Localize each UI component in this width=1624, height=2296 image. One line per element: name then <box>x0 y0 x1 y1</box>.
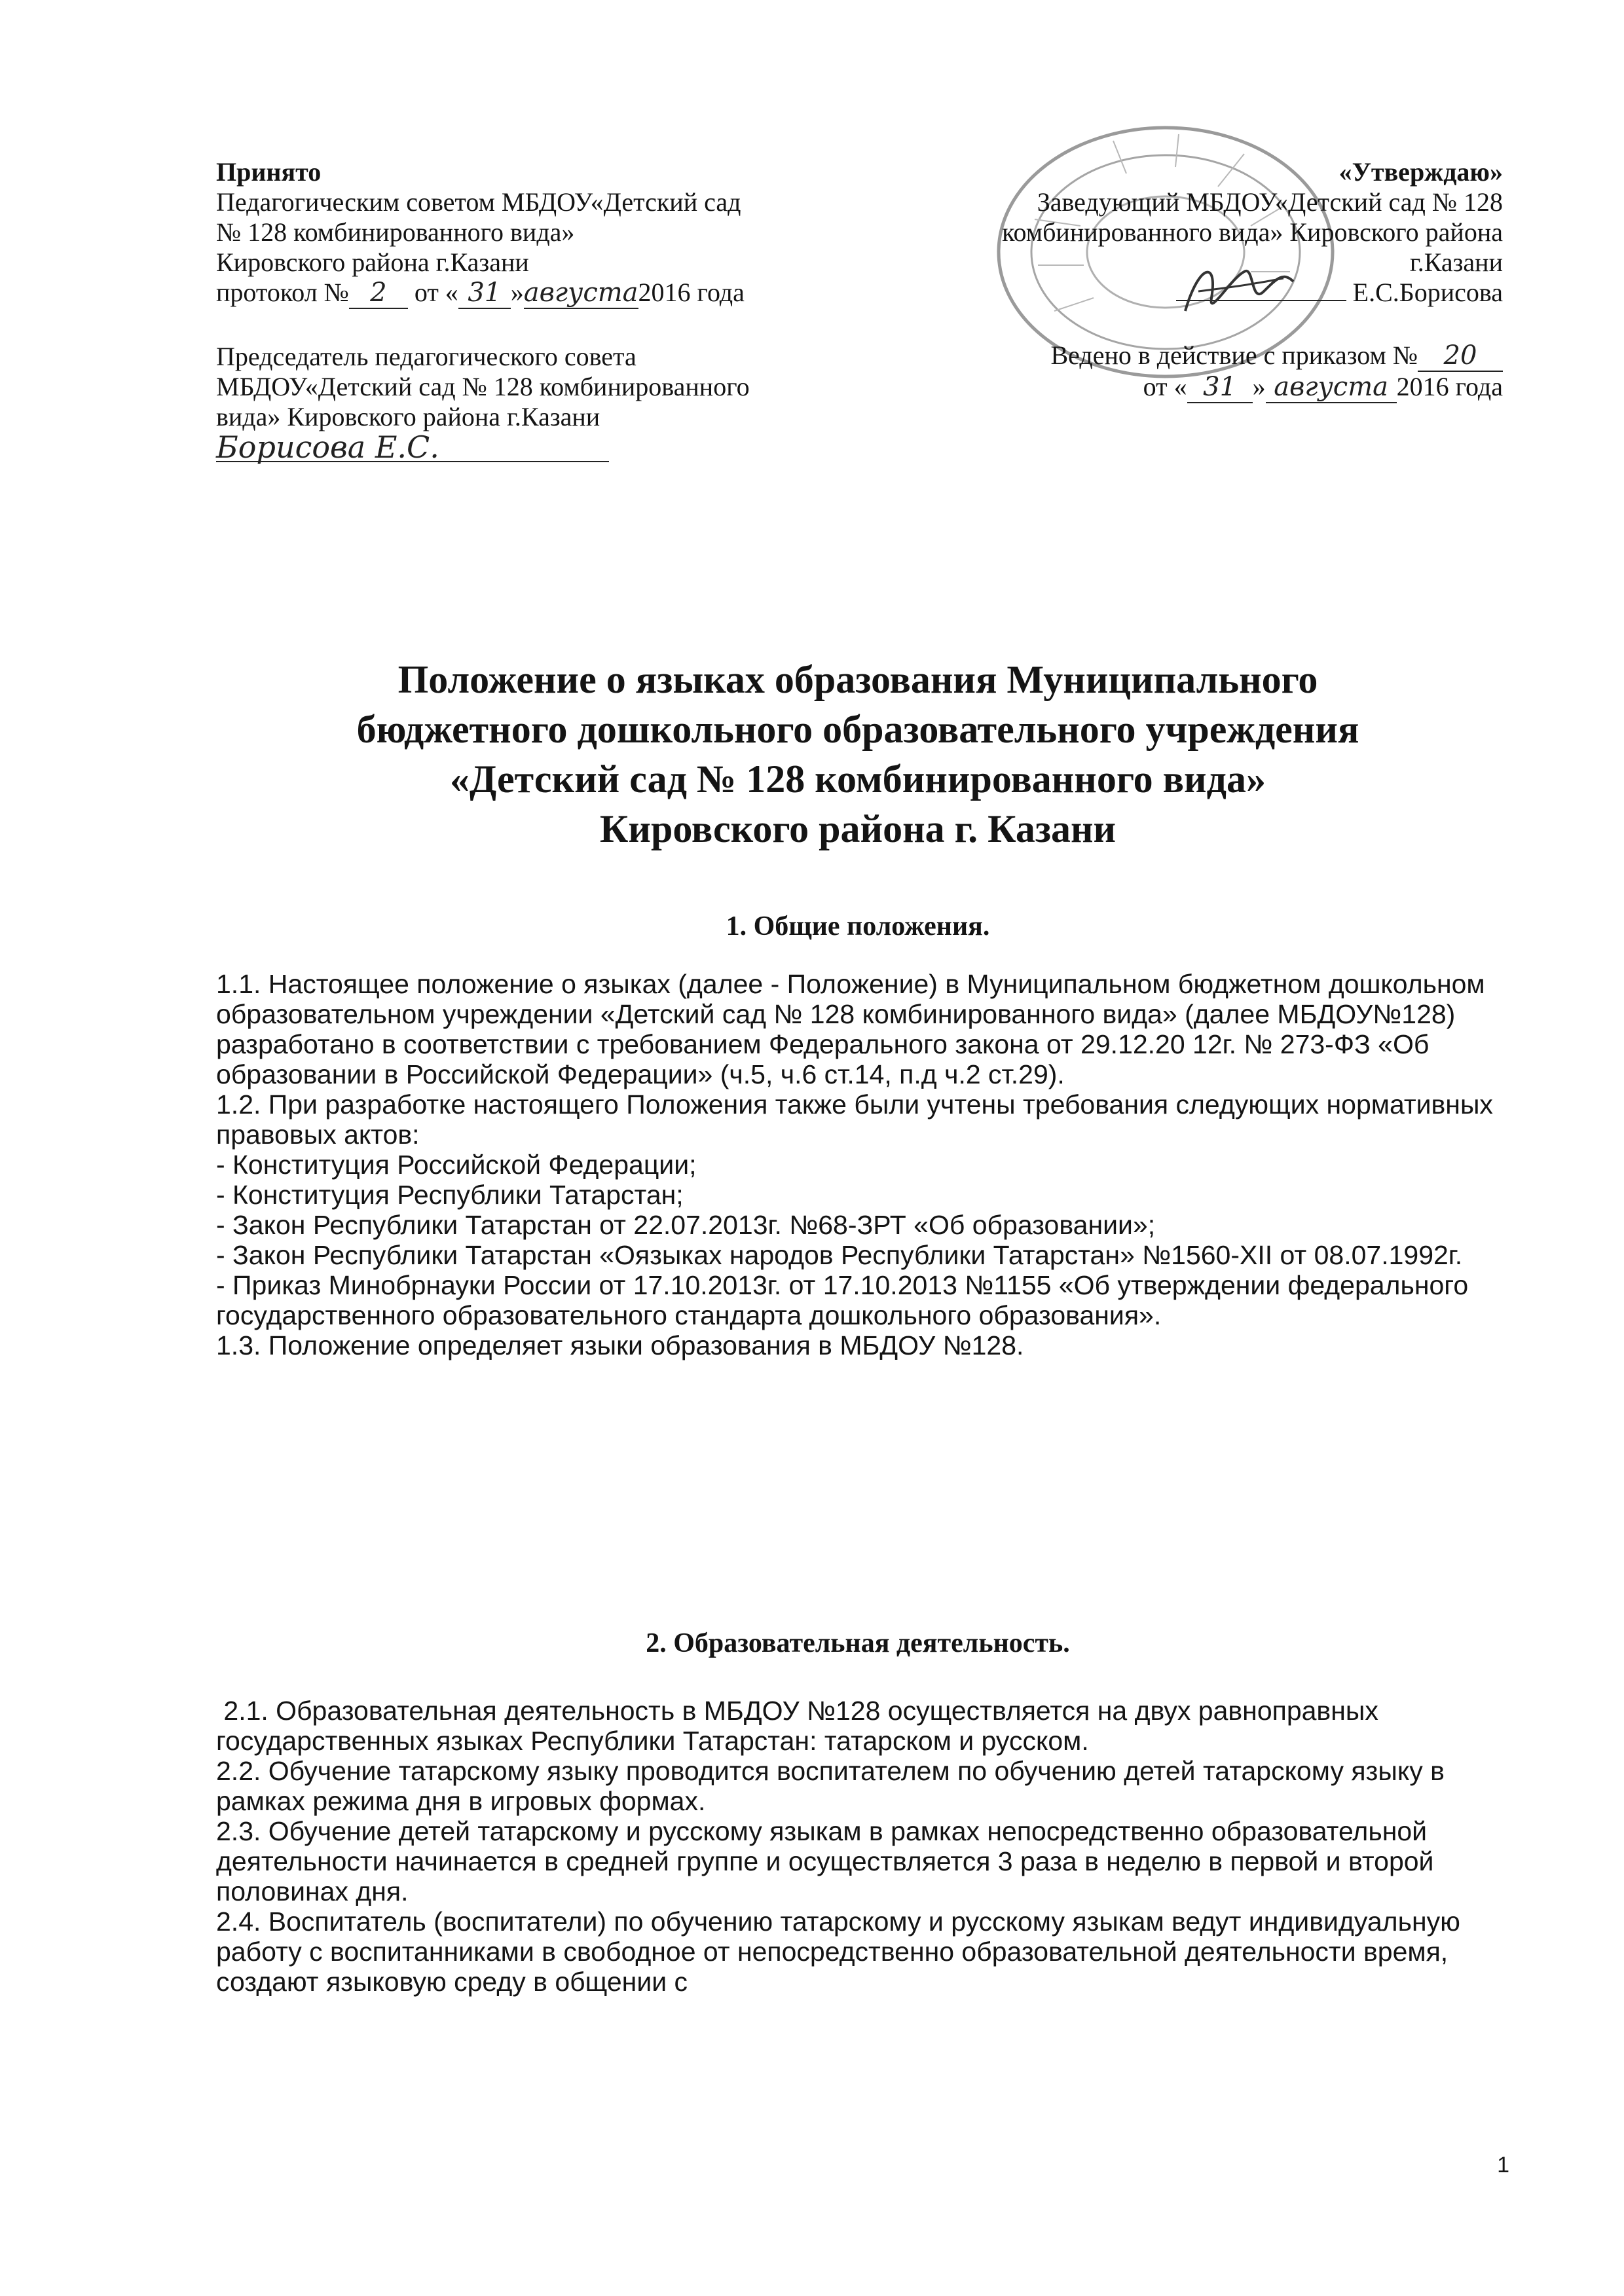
order-month: августа <box>1266 372 1397 403</box>
approval-line: Заведующий МБДОУ«Детский сад № 128 <box>1037 187 1503 217</box>
order-line: Ведено в действие с приказом № 20 <box>861 340 1503 372</box>
document-title <box>216 655 1500 854</box>
title-line: бюджетного дошкольного образовательного учреждения <box>356 708 1359 751</box>
handwritten-signature-icon <box>1172 252 1303 331</box>
chair-line: вида» Кировского района г.Казани <box>216 402 600 431</box>
chair-line: МБДОУ«Детский сад № 128 комбинированного <box>216 372 750 401</box>
title-line: «Детский сад № 128 комбинированного вида» <box>450 757 1266 801</box>
protocol-line: протокол № 2 от « 31 »августа2016 года <box>216 278 745 308</box>
chair-line: Председатель педагогического совета <box>216 342 637 371</box>
section-1-body <box>216 969 1500 1360</box>
paragraph: 1.1. Настоящее положение о языках (далее - Положение) в Муниципальном бюджетном дошкольном образовательном учреждении «Детский сад № 128 комбинированного вида» (далее МБДОУ№128) разработано в соответствии с требованием Федерального закона от 29.12.20 12г. № 273-ФЗ «Об образовании в Российской Федерации» (ч.5, ч.6 ст.14, п.д ч.2 ст.29). <box>216 969 1485 1089</box>
section-heading: 2. Образовательная деятельность. <box>646 1628 1070 1658</box>
order-date-line: от « 31 » августа 2016 года <box>1143 372 1503 402</box>
adopted-line: № 128 комбинированного вида» <box>216 217 575 247</box>
adopted-line: Кировского района г.Казани <box>216 247 529 277</box>
paragraph: - Закон Республики Татарстан «Оязыках народов Республики Татарстан» №1560-XII от 08.07.1992г. <box>216 1240 1463 1270</box>
protocol-month: августа <box>523 278 638 308</box>
order-day: 31 <box>1187 372 1253 403</box>
title-line: Кировского района г. Казани <box>599 807 1116 850</box>
section-heading: 1. Общие положения. <box>726 911 990 941</box>
head-name-line: Е.С.Борисова <box>861 278 1503 308</box>
paragraph: 1.2. При разработке настоящего Положения также были учтены требования следующих нормативных правовых актов: <box>216 1089 1493 1150</box>
paragraph: - Конституция Республики Татарстан; <box>216 1180 684 1210</box>
adopted-line: Педагогическим советом МБДОУ«Детский сад <box>216 187 741 217</box>
order-number: 20 <box>1418 340 1503 372</box>
page-number: 1 <box>1497 2153 1509 2178</box>
approval-title: «Утверждаю» <box>1338 157 1503 187</box>
approval-line: г.Казани <box>1409 247 1503 277</box>
adopted-block <box>216 157 858 465</box>
paragraph: - Приказ Минобрнауки России от 17.10.2013г. от 17.10.2013 №1155 «Об утверждении федерального государственного образовательного стандарта дошкольного образования». <box>216 1270 1469 1330</box>
paragraph: 2.2. Обучение татарскому языку проводится воспитателем по обучению детей татарскому языку в рамках режима дня в игровых формах. <box>216 1756 1445 1816</box>
paragraph: 2.4. Воспитатель (воспитатели) по обучению татарскому и русскому языкам ведут индивидуальную работу с воспитанниками в свободное от непосредственно образовательной деятельности время, создают языковую среду в общении с <box>216 1906 1460 1997</box>
paragraph: - Закон Республики Татарстан от 22.07.2013г. №68-ЗРТ «Об образовании»; <box>216 1210 1156 1240</box>
paragraph: 2.1. Образовательная деятельность в МБДОУ №128 осуществляется на двух равноправных государственных языках Республики Татарстан: татарском и русском. <box>216 1696 1386 1756</box>
protocol-day: 31 <box>458 278 511 309</box>
protocol-number: 2 <box>349 278 408 309</box>
paragraph: - Конституция Российской Федерации; <box>216 1150 697 1180</box>
chair-signature: Борисова Е.С. <box>216 432 609 462</box>
approval-line: комбинированного вида» Кировского района <box>1002 217 1503 247</box>
section-2-body <box>216 1696 1500 1997</box>
title-line: Положение о языках образования Муниципального <box>397 658 1318 701</box>
paragraph: 1.3. Положение определяет языки образования в МБДОУ №128. <box>216 1330 1024 1360</box>
paragraph: 2.3. Обучение детей татарскому и русскому языкам в рамках непосредственно образовательной деятельности начинается в средней группе и осуществляется 3 раза в неделю в первой и второй половинах дня. <box>216 1816 1434 1906</box>
chair-signature-line <box>216 429 858 465</box>
adopted-title: Принято <box>216 157 322 187</box>
